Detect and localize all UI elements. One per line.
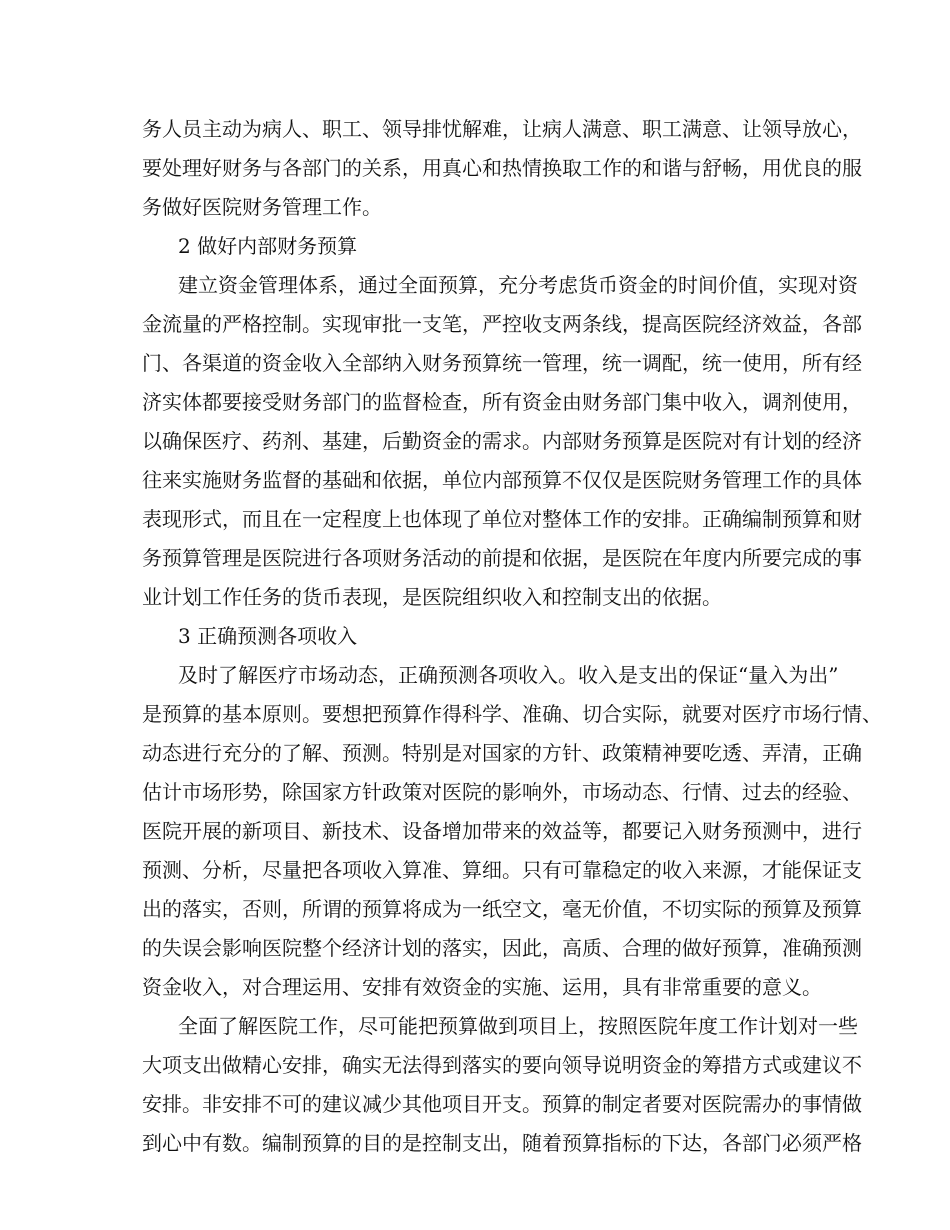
body-text-line: 以确保医疗、药剂、基建，后勤资金的需求。内部财务预算是医院对有计划的经济: [142, 429, 862, 453]
body-text-line: 医院开展的新项目、新技术、设备增加带来的效益等，都要记入财务预测中，进行: [142, 819, 862, 843]
body-text-line: 预测、分析，尽量把各项收入算准、算细。只有可靠稳定的收入来源，才能保证支: [142, 858, 862, 882]
body-text-line: 金流量的严格控制。实现审批一支笔，严控收支两条线，提高医院经济效益，各部: [142, 312, 862, 336]
body-text-line: 全面了解医院工作，尽可能把预算做到项目上，按照医院年度工作计划对一些: [178, 1014, 858, 1038]
body-text-line: 门、各渠道的资金收入全部纳入财务预算统一管理，统一调配，统一使用，所有经: [142, 351, 862, 375]
body-text-line: 表现形式，而且在一定程度上也体现了单位对整体工作的安排。正确编制预算和财: [142, 507, 862, 531]
body-text-line: 业计划工作任务的货币表现，是医院组织收入和控制支出的依据。: [142, 585, 722, 609]
body-text-line: 及时了解医疗市场动态，正确预测各项收入。收入是支出的保证“量入为出”: [178, 663, 839, 687]
body-text-line: 务预算管理是医院进行各项财务活动的前提和依据，是医院在年度内所要完成的事: [142, 546, 862, 570]
body-text-line: 务做好医院财务管理工作。: [142, 195, 382, 219]
body-text-line: 济实体都要接受财务部门的监督检查，所有资金由财务部门集中收入，调剂使用，: [142, 390, 862, 414]
body-text-line: 动态进行充分的了解、预测。特别是对国家的方针、政策精神要吃透、弄清，正确: [142, 741, 862, 765]
body-text-line: 资金收入，对合理运用、安排有效资金的实施、运用，具有非常重要的意义。: [142, 975, 822, 999]
body-text-line: 的失误会影响医院整个经济计划的落实，因此，高质、合理的做好预算，准确预测: [142, 936, 862, 960]
body-text-line: 安排。非安排不可的建议减少其他项目开支。预算的制定者要对医院需办的事情做: [142, 1092, 862, 1116]
body-text-line: 估计市场形势，除国家方针政策对医院的影响外，市场动态、行情、过去的经验、: [142, 780, 862, 804]
body-text-line: 务人员主动为病人、职工、领导排忧解难，让病人满意、职工满意、让领导放心，: [142, 117, 862, 141]
section-heading: 3 正确预测各项收入: [178, 624, 358, 648]
body-text-line: 出的落实，否则，所谓的预算将成为一纸空文，毫无价值，不切实际的预算及预算: [142, 897, 862, 921]
body-text-line: 往来实施财务监督的基础和依据，单位内部预算不仅仅是医院财务管理工作的具体: [142, 468, 862, 492]
body-text-line: 大项支出做精心安排，确实无法得到落实的要向领导说明资金的筹措方式或建议不: [142, 1053, 862, 1077]
body-text-line: 到心中有数。编制预算的目的是控制支出，随着预算指标的下达，各部门必须严格: [142, 1131, 862, 1155]
body-text-line: 建立资金管理体系，通过全面预算，充分考虑货币资金的时间价值，实现对资: [178, 273, 858, 297]
section-heading: 2 做好内部财务预算: [178, 234, 358, 258]
body-text-line: 要处理好财务与各部门的关系，用真心和热情换取工作的和谐与舒畅，用优良的服: [142, 156, 862, 180]
body-text-line: 是预算的基本原则。要想把预算作得科学、准确、切合实际，就要对医疗市场行情、: [142, 702, 882, 726]
